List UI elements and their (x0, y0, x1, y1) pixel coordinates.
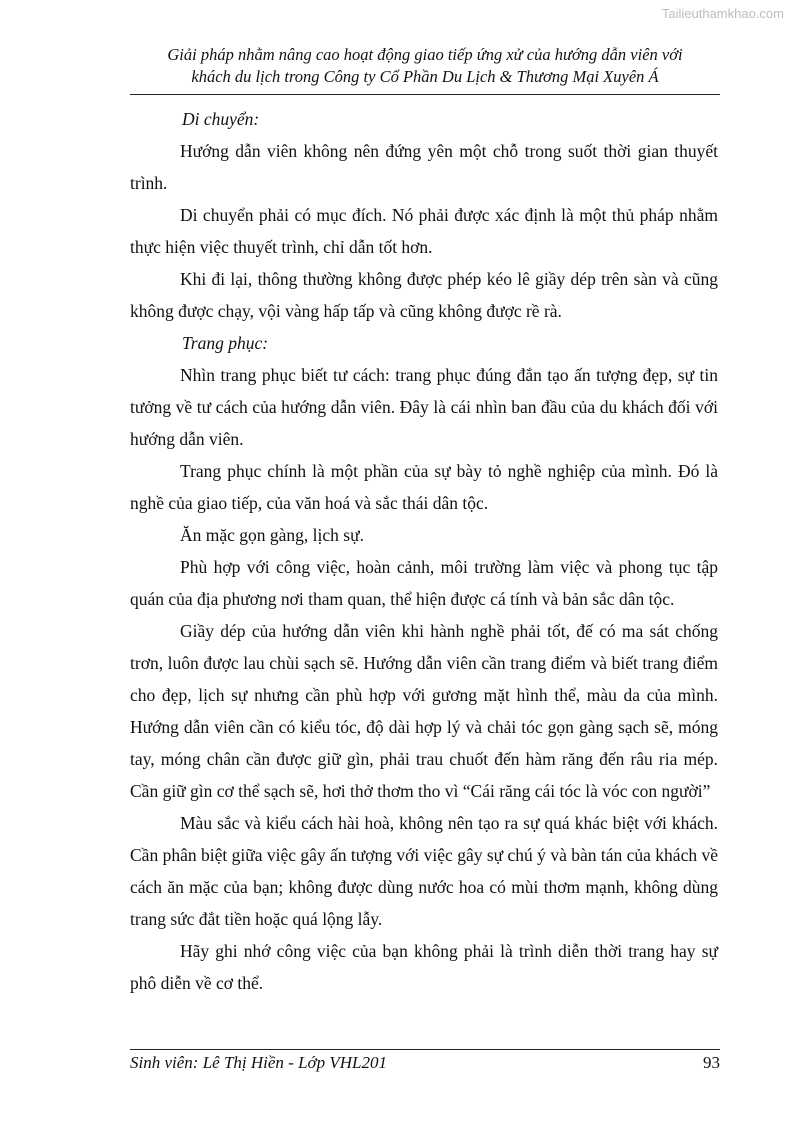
document-body (130, 103, 718, 999)
paragraph-1: Hướng dẫn viên không nên đứng yên một chỗ trong suốt thời gian thuyết trình. (130, 141, 718, 193)
page-number: 93 (703, 1053, 720, 1072)
header-divider (130, 94, 720, 95)
heading-movement: Di chuyển: (182, 109, 260, 129)
header-line-2: khách du lịch trong Công ty Cổ Phần Du Lịch & Thương Mại Xuyên Á (191, 67, 659, 86)
footer-divider (130, 1049, 720, 1050)
paragraph-7: Phù hợp với công việc, hoàn cảnh, môi trường làm việc và phong tục tập quán của địa phương nơi tham quan, thể hiện được cá tính và bản sắc dân tộc. (130, 557, 718, 609)
heading-attire: Trang phục: (182, 333, 269, 353)
paragraph-3: Khi đi lại, thông thường không được phép kéo lê giầy dép trên sàn và cũng không được chạy, vội vàng hấp tấp và cũng không được rề rà. (130, 269, 718, 321)
header-line-1: Giải pháp nhằm nâng cao hoạt động giao tiếp ứng xử của hướng dẫn viên với (167, 45, 683, 64)
watermark: Tailieuthamkhao.com (661, 6, 784, 21)
page-header (130, 44, 720, 88)
footer-student: Sinh viên: Lê Thị Hiền - Lớp VHL201 (130, 1053, 387, 1072)
paragraph-8: Giầy dép của hướng dẫn viên khi hành nghề phải tốt, đế có ma sát chống trơn, luôn được lau chùi sạch sẽ. Hướng dẫn viên cần trang điểm và biết trang điểm cho đẹp, lịch sự nhưng cần phù hợp với gương mặt hình thể, màu da của mình. Hướng dẫn viên cần có kiểu tóc, độ dài hợp lý và chải tóc gọn gàng sạch sẽ, móng tay, móng chân cần được giữ gìn, phải trau chuốt đến hàm răng đến râu ria mép. Cần giữ gìn cơ thể sạch sẽ, hơi thở thơm tho vì “Cái răng cái tóc là vóc con người” (130, 621, 718, 801)
paragraph-6: Ăn mặc gọn gàng, lịch sự. (180, 525, 364, 545)
paragraph-10: Hãy ghi nhớ công việc của bạn không phải là trình diễn thời trang hay sự phô diễn về cơ thể. (130, 941, 718, 993)
paragraph-4: Nhìn trang phục biết tư cách: trang phục đúng đắn tạo ấn tượng đẹp, sự tin tưởng về tư cách của hướng dẫn viên. Đây là cái nhìn ban đầu của du khách đối với hướng dẫn viên. (130, 365, 718, 449)
paragraph-9: Màu sắc và kiểu cách hài hoà, không nên tạo ra sự quá khác biệt với khách. Cần phân biệt giữa việc gây ấn tượng với việc gây sự chú ý và bàn tán của khách về cách ăn mặc của bạn; không được dùng nước hoa có mùi thơm mạnh, không dùng trang sức đắt tiền hoặc quá lộng lẫy. (130, 813, 718, 929)
paragraph-5: Trang phục chính là một phần của sự bày tỏ nghề nghiệp của mình. Đó là nghề của giao tiếp, của văn hoá và sắc thái dân tộc. (130, 461, 718, 513)
paragraph-2: Di chuyển phải có mục đích. Nó phải được xác định là một thủ pháp nhằm thực hiện việc thuyết trình, chỉ dẫn tốt hơn. (130, 205, 718, 257)
